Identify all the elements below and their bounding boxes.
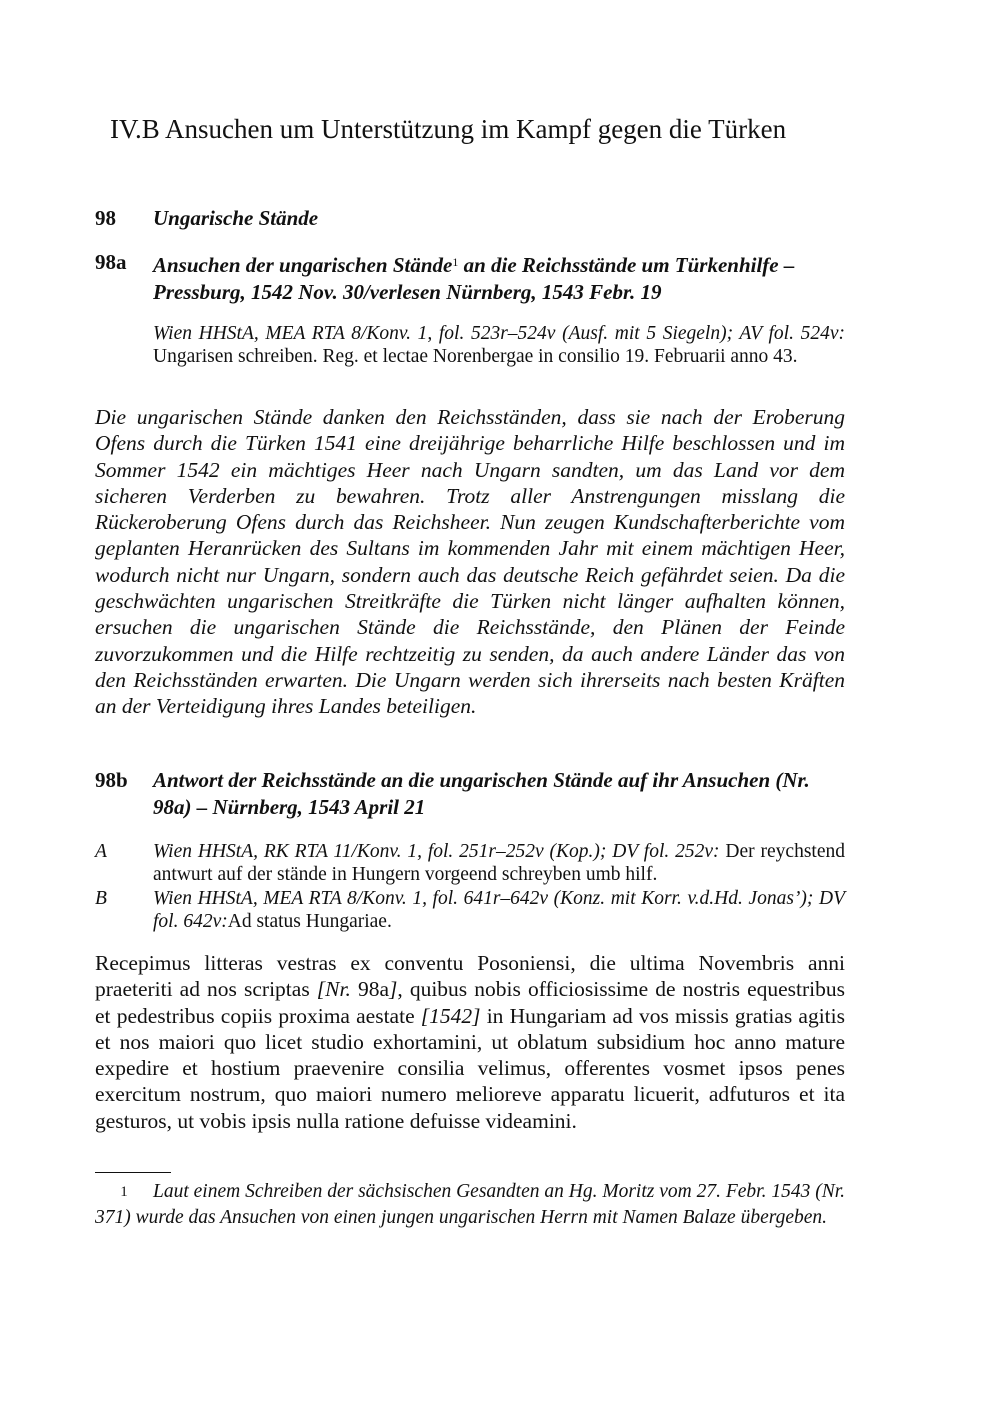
source-endorsement: Der reychstend antwurt auf der stände in Hungern vorgeend schreyben umb hilf. <box>153 841 845 885</box>
body-text: 98a <box>350 977 389 1002</box>
body-text: , quibus nobis officiosissime de nostris equestribus et pedestribus copiis proxima aestate <box>95 977 845 1028</box>
doc-98a-heading <box>95 249 845 306</box>
doc-number: 98 <box>95 206 116 230</box>
siglum: A <box>95 841 107 862</box>
source-endorsement: Ungarisen schreiben. Reg. et lectae Norenbergae in consilio 19. Februarii anno 43. <box>153 346 798 367</box>
body-text: Recepimus litteras vestras ex conventu Posoniensi, die ultima Novembris anni praeteriti ad nos scriptas <box>95 951 845 1002</box>
source-citation: Wien HHStA, RK RTA 11/Konv. 1, fol. 251r–252v (Kop.); DV fol. 252v: <box>153 841 720 862</box>
source-endorsement: Ad status Hungariae. <box>227 911 392 932</box>
doc-98a-source <box>95 322 845 368</box>
editorial-note: ] <box>389 977 398 1002</box>
doc-number: 98a <box>95 250 127 274</box>
source-b <box>95 887 845 933</box>
doc-98b-heading <box>95 767 845 821</box>
body-text: in Hungariam ad vos missis gratias agitis et nos maiori quo licet studio exhortamini, ut oblatum subsidium hoc anno mature expedire et hostium praevenire consilia velimus, offerentes vosmet ipsos penes exercitum nostrum, quo maiori numero melioreve apparatu licuerit, adfuturos et ita gesturos, ut vobis ipsis nulla ratione defuisse videamini. <box>95 1003 845 1133</box>
editorial-note: [Nr. <box>316 977 351 1002</box>
doc-98b-body <box>95 950 845 1134</box>
source-citation: Wien HHStA, MEA RTA 8/Konv. 1, fol. 523r–524v (Ausf. mit 5 Siegeln); AV fol. 524v: <box>153 323 845 344</box>
doc-title: Antwort der Reichsstände an die ungarischen Stände auf ihr Ansuchen (Nr. 98a) – Nürnberg, 1543 April 21 <box>153 768 810 819</box>
footnote-text: Laut einem Schreiben der sächsischen Gesandten an Hg. Moritz vom 27. Febr. 1543 (Nr. 371) wurde das Ansuchen von einen jungen ungarischen Herrn mit Namen Balaze übergeben. <box>95 1181 845 1228</box>
footnote-ref[interactable]: 1 <box>452 255 459 269</box>
siglum: B <box>95 888 107 909</box>
footnote-divider <box>95 1172 171 1173</box>
doc-title: Ungarische Stände <box>153 206 319 230</box>
running-head: IV.B Ansuchen um Unterstützung im Kampf gegen die Türken <box>110 114 787 144</box>
doc-98a-summary: Die ungarischen Stände danken den Reichsständen, dass sie nach der Eroberung Ofens durch die Türken 1541 eine dreijährige beharrliche Hilfe beschlossen und im Sommer 1542 ein mächtiges Heer nach Ungarn sandten, um das Land vor dem sicheren Verderben zu bewahren. Trotz aller Anstrengungen misslang die Rückeroberung Ofens durch das Reichsheer. Nun zeugen Kundschafterberichte vom geplanten Heranrücken des Sultans im kommenden Jahr mit einem mächtigen Heer, wodurch nicht nur Ungarn, sondern auch das deutsche Reich gefährdet seien. Da die geschwächten ungarischen Streitkräfte die Türken nicht länger aufhalten können, ersuchen die ungarischen Stände die Reichsstände, den Plänen der Feinde zuvorzukommen und die Hilfe rechtzeitig zu senden, da auch andere Länder das von den Reichsständen erwarten. Die Ungarn werden sich ihrerseits nach besten Kräften an der Verteidigung ihres Landes beteiligen. <box>95 405 845 719</box>
doc-number: 98b <box>95 768 128 792</box>
footnote <box>95 1179 845 1231</box>
doc-title-part: an die Reichsstände um Türkenhilfe – Pressburg, 1542 Nov. 30/verlesen Nürnberg, 1543 Febr. 19 <box>153 253 795 304</box>
editorial-note: [1542] <box>420 1003 481 1028</box>
footnote-number: 1 <box>120 1184 128 1200</box>
doc-98-heading <box>95 205 845 232</box>
source-citation: Wien HHStA, MEA RTA 8/Konv. 1, fol. 641r–642v (Konz. mit Korr. v.d.Hd. Jonas’); DV fol. 642v: <box>153 888 845 932</box>
source-a <box>95 840 845 886</box>
doc-title-part: Ansuchen der ungarischen Stände <box>153 253 453 277</box>
